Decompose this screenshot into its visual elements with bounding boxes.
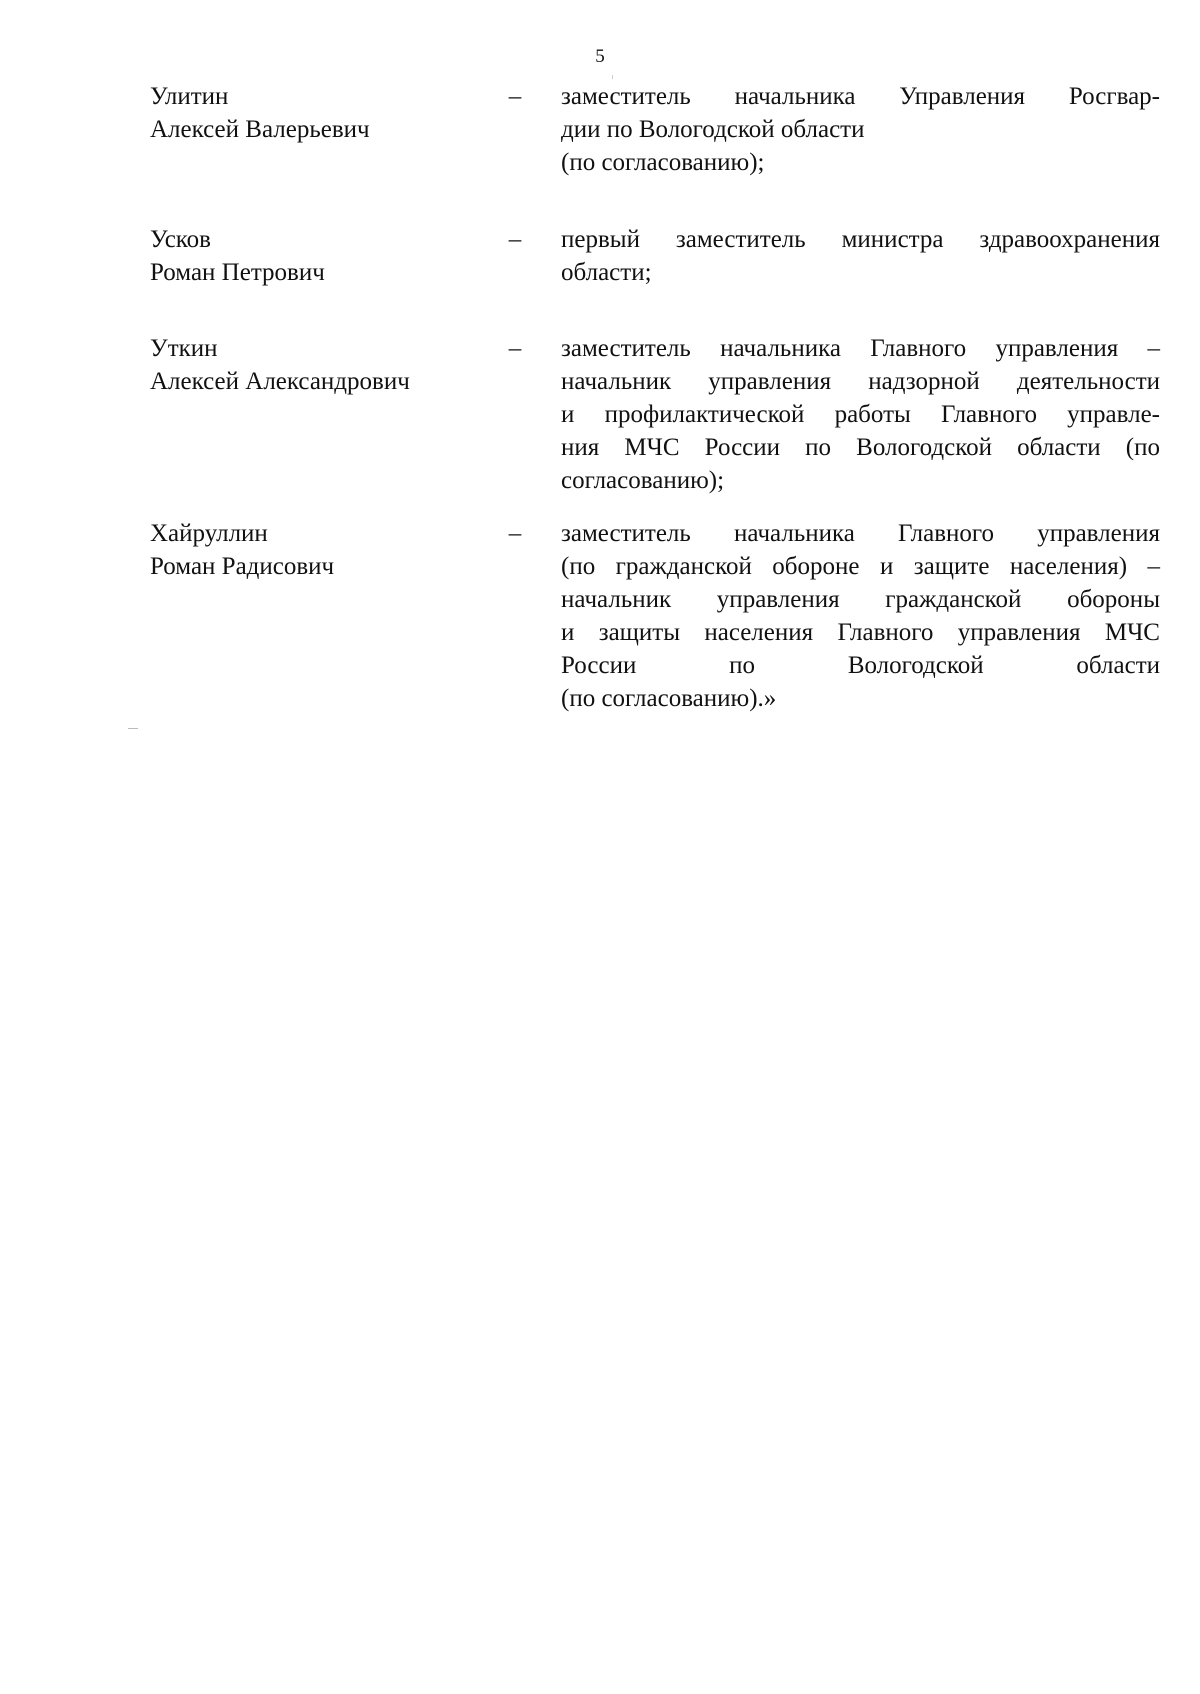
member-name xyxy=(150,517,480,583)
member-given-names: Алексей Александрович xyxy=(150,368,410,395)
position-line: области; xyxy=(561,259,652,286)
member-name xyxy=(150,332,480,398)
member-position xyxy=(561,517,1160,715)
member-position xyxy=(561,80,1160,179)
separator-dash: – xyxy=(508,83,522,110)
position-line: (по гражданской обороне и защите населения) – xyxy=(561,553,1160,580)
page-number: 5 xyxy=(595,46,605,67)
position-line: (по согласованию); xyxy=(561,149,765,176)
position-line: дии по Вологодской области xyxy=(561,116,865,143)
position-line: и профилактической работы Главного управле- xyxy=(561,401,1160,428)
member-given-names: Роман Петрович xyxy=(150,259,325,286)
member-position xyxy=(561,223,1160,289)
position-line: (по согласованию).» xyxy=(561,685,777,712)
member-entry-ulitin xyxy=(0,80,1200,223)
separator-dash: – xyxy=(508,520,522,547)
position-line: начальник управления надзорной деятельности xyxy=(561,368,1160,395)
member-entry-uskov xyxy=(0,223,1200,332)
position-line: и защиты населения Главного управления МЧС xyxy=(561,619,1160,646)
member-name xyxy=(150,223,480,289)
member-name xyxy=(150,80,480,146)
member-entry-khayrullin xyxy=(0,517,1200,737)
member-surname: Уткин xyxy=(150,335,218,362)
member-entry-utkin xyxy=(0,332,1200,517)
position-line: заместитель начальника Управления Росгвар- xyxy=(561,83,1160,110)
position-line: России по Вологодской области xyxy=(561,652,1160,679)
member-list xyxy=(0,80,1200,737)
position-line: первый заместитель министра здравоохранения xyxy=(561,226,1160,253)
member-surname: Улитин xyxy=(150,83,229,110)
position-line: начальник управления гражданской обороны xyxy=(561,586,1160,613)
scan-artifact-tick xyxy=(612,75,613,79)
member-position xyxy=(561,332,1160,497)
separator-dash: – xyxy=(508,335,522,362)
position-line: согласованию); xyxy=(561,467,725,494)
position-line: заместитель начальника Главного управления – xyxy=(561,335,1160,362)
position-line: заместитель начальника Главного управления xyxy=(561,520,1160,547)
member-surname: Усков xyxy=(150,226,211,253)
separator-dash: – xyxy=(508,226,522,253)
member-given-names: Алексей Валерьевич xyxy=(150,116,370,143)
member-surname: Хайруллин xyxy=(150,520,268,547)
position-line: ния МЧС России по Вологодской области (по xyxy=(561,434,1160,461)
scan-artifact-mark xyxy=(128,728,138,729)
member-given-names: Роман Радисович xyxy=(150,553,335,580)
